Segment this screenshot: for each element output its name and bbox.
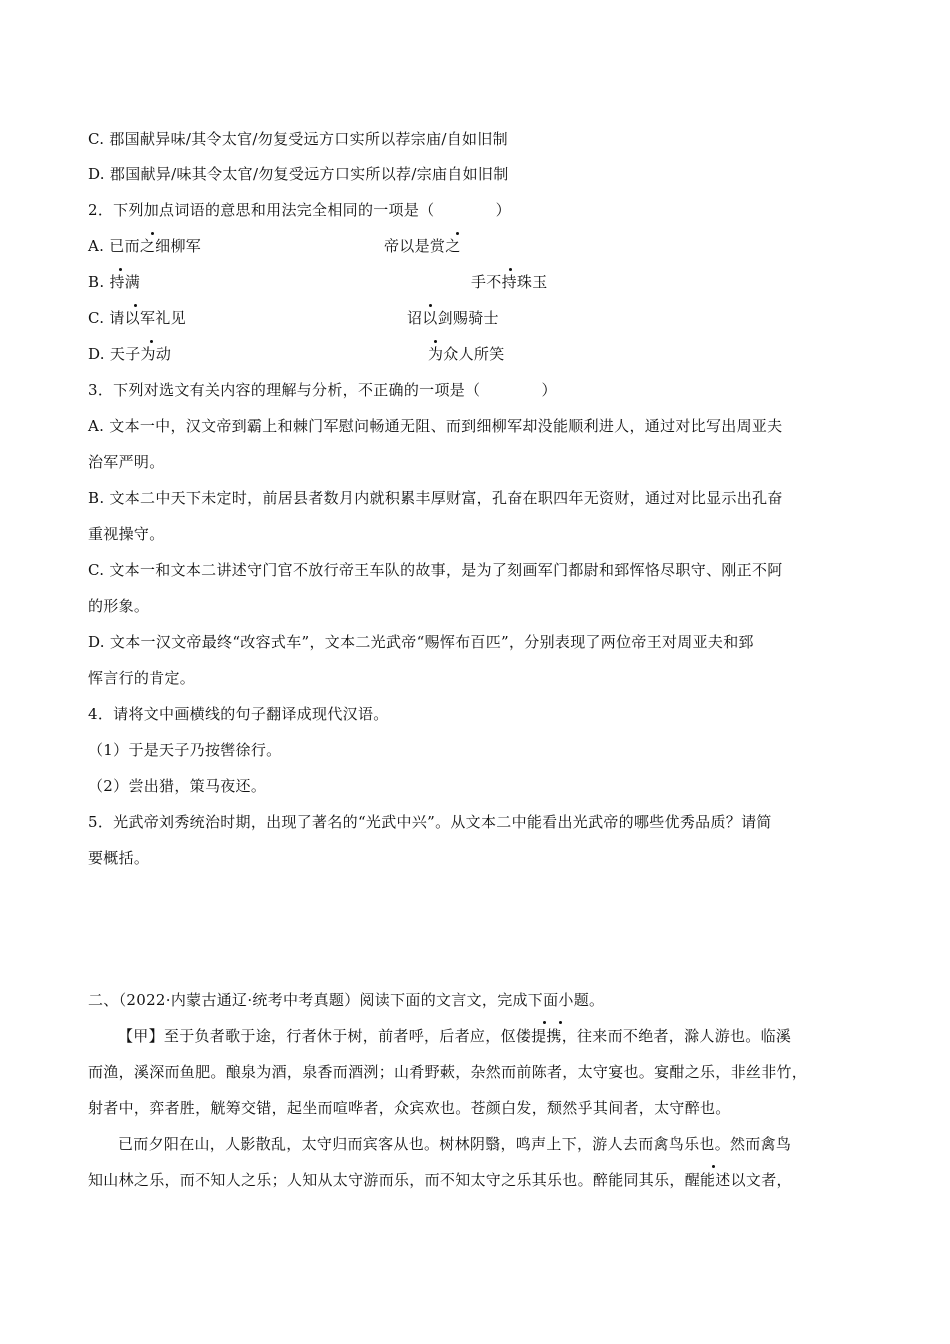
question-2: 2．下列加点词语的意思和用法完全相同的一项是（ ） [88, 201, 511, 219]
q2-option-a-left: A. 已而之细柳军 [88, 237, 202, 255]
q3-option-b-line2: 重视操守。 [88, 525, 165, 543]
question-3: 3．下列对选文有关内容的理解与分析，不正确的一项是（ ） [88, 381, 557, 399]
q4-item-1: （1）于是天子乃按辔徐行。 [88, 741, 282, 759]
q1-option-c: C. 郡国献异味/其令太官/勿复受远方口实所以荐宗庙/自如旧制 [88, 130, 508, 148]
emphasis-dot [434, 340, 437, 343]
q3-option-c-line1: C. 文本一和文本二讲述守门官不放行帝王车队的故事，是为了刻画军门都尉和郅恽恪尽职守、刚正不阿 [88, 561, 783, 579]
q3-option-d-line2: 恽言行的肯定。 [88, 669, 196, 687]
question-5-line2: 要概括。 [88, 849, 150, 867]
question-5-line1: 5．光武帝刘秀统治时期，出现了著名的“光武中兴”。从文本二中能看出光武帝的哪些优秀品质？请简 [88, 813, 772, 831]
q1-option-d: D. 郡国献异/味其令太官/勿复受远方口实所以荐/宗庙自如旧制 [88, 165, 509, 183]
q3-option-b-line1: B. 文本二中天下未定时，前居县者数月内就积累丰厚财富，孔奋在职四年无资财，通过对比显示出孔奋 [88, 489, 783, 507]
section-2-heading: 二、（2022·内蒙古通辽·统考中考真题）阅读下面的文言文，完成下面小题。 [88, 991, 605, 1009]
q3-option-c-line2: 的形象。 [88, 597, 150, 615]
emphasis-dot [456, 232, 459, 235]
q4-item-2: （2）尝出猎，策马夜还。 [88, 777, 267, 795]
emphasis-dot [543, 1021, 546, 1024]
emphasis-dot [712, 1165, 715, 1168]
emphasis-dot [119, 268, 122, 271]
q2-option-a-right: 帝以是赏之 [384, 237, 461, 255]
q2-option-b-left: B. 持满 [88, 273, 141, 291]
q2-option-c-right: 诏以剑赐骑士 [407, 309, 499, 327]
passage-para2-line2: 知山林之乐，而不知人之乐；人知从太守游而乐，而不知太守之乐其乐也。醉能同其乐，醒能述以文者， [88, 1171, 792, 1189]
passage-jia-line3: 射者中，弈者胜，觥筹交错，起坐而喧哗者，众宾欢也。苍颜白发，颓然乎其间者，太守醉也。 [88, 1099, 731, 1117]
q3-option-a-line1: A. 文本一中，汉文帝到霸上和棘门军慰问畅通无阻、而到细柳军却没能顺利进人，通过对比写出周亚夫 [88, 417, 783, 435]
q3-option-a-line2: 治军严明。 [88, 453, 165, 471]
q2-option-d-right: 为众人所笑 [428, 345, 505, 363]
q2-option-d-left: D. 天子为动 [88, 345, 172, 363]
q2-option-b-right: 手不持珠玉 [471, 273, 548, 291]
question-4: 4．请将文中画横线的句子翻译成现代汉语。 [88, 705, 389, 723]
emphasis-dot [134, 304, 137, 307]
emphasis-dot [559, 1021, 562, 1024]
emphasis-dot [151, 232, 154, 235]
q3-option-d-line1: D. 文本一汉文帝最终“改容式车”，文本二光武帝“赐恽布百匹”，分别表现了两位帝王对周亚夫和郅 [88, 633, 754, 651]
emphasis-dot [150, 340, 153, 343]
passage-para2-line1: 已而夕阳在山，人影散乱，太守归而宾客从也。树林阴翳，鸣声上下，游人去而禽鸟乐也。然而禽鸟 [118, 1135, 792, 1153]
emphasis-dot [429, 304, 432, 307]
passage-jia-line2: 而渔，溪深而鱼肥。酿泉为酒，泉香而酒洌；山肴野蔌，杂然而前陈者，太守宴也。宴酣之乐，非丝非竹， [88, 1063, 808, 1081]
emphasis-dot [509, 268, 512, 271]
passage-jia-line1: 【甲】至于负者歌于途，行者休于树，前者呼，后者应，伛偻提携，往来而不绝者，滁人游也。临溪 [118, 1027, 792, 1045]
q2-option-c-left: C. 请以军礼见 [88, 309, 186, 327]
